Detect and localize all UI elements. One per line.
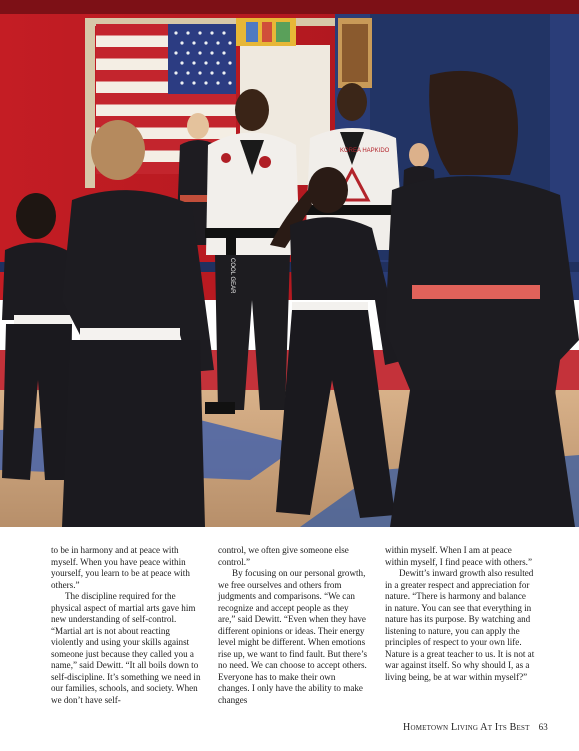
paragraph: to be in harmony and at peace with myself. When you have peace within yourself, you learn to be at peace with others.” — [51, 545, 190, 590]
paragraph: Dewitt’s inward growth also resulted in a greater respect and appreciation for nature. “There is harmony and balance in nature. You can see that everything in nature has its purpose. By watching and listening to nature, you can apply the principles of respect to your own life. Nature is a great teacher to us. It is not at war against itself. So why should I, as a living being, be at war within myself?” — [385, 568, 535, 682]
uniform-lettering: KOREA HAPKIDO — [340, 148, 390, 154]
article-column-1 — [51, 545, 201, 706]
publication-name: Hometown Living At Its Best — [403, 722, 530, 733]
article-body — [51, 545, 547, 715]
paragraph: The discipline required for the physical aspect of martial arts gave him new understanding of self-control. “Martial art is not about reacting violently and using your skills against someone just because they called you a name,” said Dewitt. “It all boils down to self-discipline. It’s something we need in our families, schools, and society. When we don’t have self- — [51, 591, 201, 705]
page-footer — [403, 722, 548, 733]
paragraph: By focusing on our personal growth, we free ourselves and others from judgments and comparisons. “We can recognize and accept people as they are,” said Dewitt. “Even when they have different opinions or ideas. Their energy level might be different. When emotions rise up, we want to find fault. But there’s no need. We can choose to accept others. Everyone has to make their own changes. I only have the ability to make changes — [218, 568, 368, 705]
uniform-lettering: COOL GEAR — [229, 258, 235, 294]
article-column-2 — [218, 545, 368, 706]
paragraph: within myself. When I am at peace within myself, I find peace with others.” — [385, 545, 532, 567]
page-number: 63 — [538, 722, 548, 732]
paragraph: control, we often give someone else control.” — [218, 545, 349, 567]
article-column-3 — [385, 545, 535, 683]
